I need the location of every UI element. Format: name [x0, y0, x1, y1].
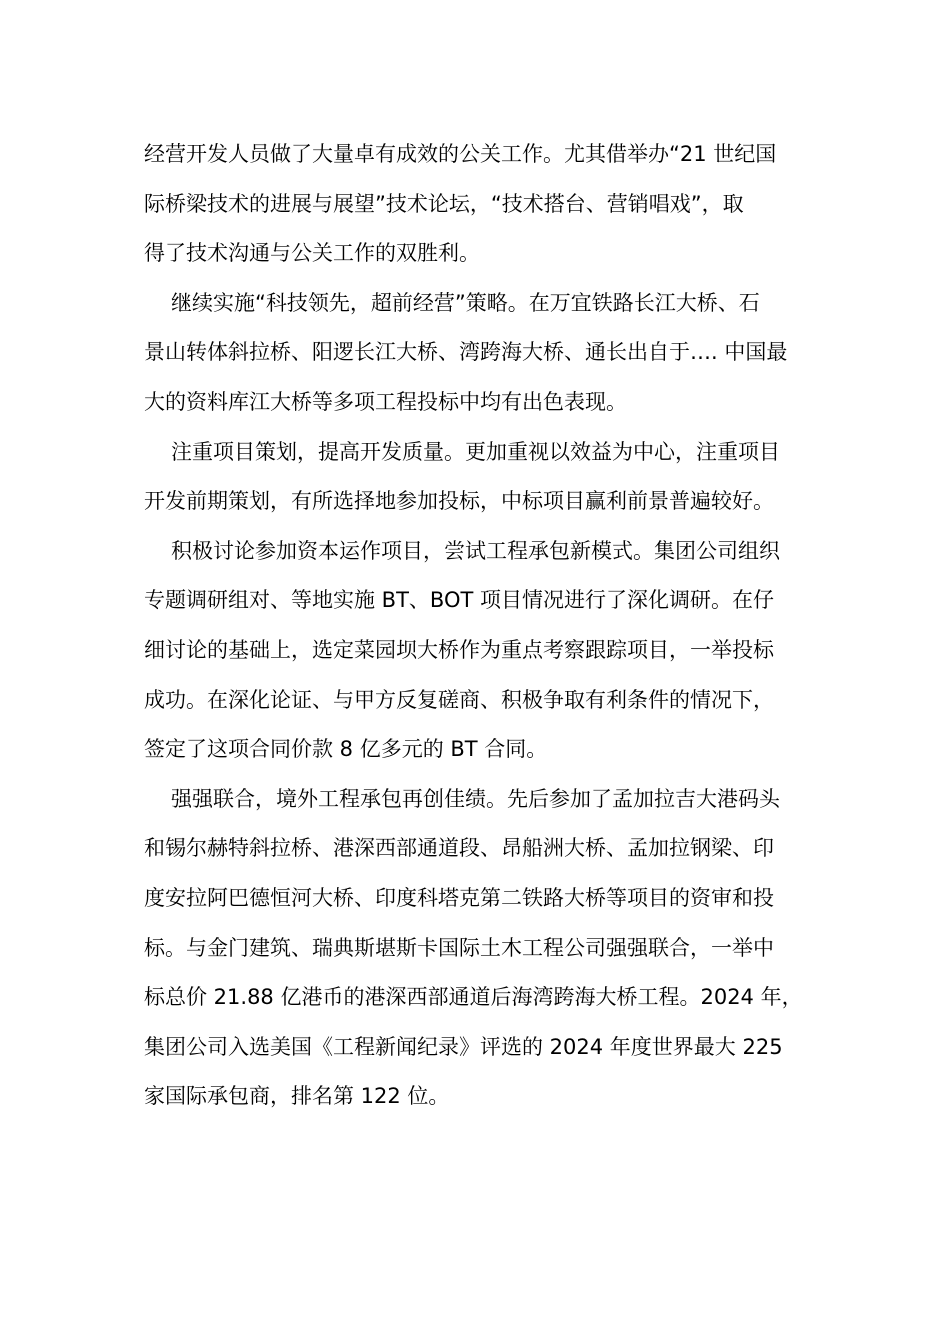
text-line: 得了技术沟通与公关工作的双胜利。: [144, 241, 480, 266]
text-line: 际桥梁技术的进展与展望”技术论坛，“技术搭台、营销唱戏”，取: [144, 191, 744, 216]
text-line: 大的资料库江大桥等多项工程投标中均有出色表现。: [144, 389, 627, 414]
document-body: [144, 130, 804, 1122]
paragraph-4: [144, 527, 804, 775]
text-line: 积极讨论参加资本运作项目，尝试工程承包新模式。集团公司组织: [171, 538, 780, 563]
text-line: 和锡尔赫特斜拉桥、港深西部通道段、昂船洲大桥、孟加拉钢梁、印: [144, 836, 774, 861]
text-line: 细讨论的基础上，选定菜园坝大桥作为重点考察跟踪项目，一举投标: [144, 637, 774, 662]
text-line: 景山转体斜拉桥、阳逻长江大桥、湾跨海大桥、通长出自于…. 中国最: [144, 340, 788, 365]
text-line: 注重项目策划，提高开发质量。更加重视以效益为中心，注重项目: [171, 439, 780, 464]
text-line: 成功。在深化论证、与甲方反复磋商、积极争取有利条件的情况下，: [144, 687, 774, 712]
text-line: 标总价 21.88 亿港币的港深西部通道后海湾跨海大桥工程。2024 年，: [144, 985, 803, 1010]
text-line: 经营开发人员做了大量卓有成效的公关工作。尤其借举办“21 世纪国: [144, 142, 777, 166]
text-line: 度安拉阿巴德恒河大桥、印度科塔克第二铁路大桥等项目的资审和投: [144, 885, 774, 910]
text-line: 签定了这项合同价款 8 亿多元的 BT 合同。: [144, 737, 548, 762]
paragraph-5: [144, 775, 804, 1122]
paragraph-2: [144, 279, 804, 428]
text-line: 家国际承包商，排名第 122 位。: [144, 1084, 450, 1109]
paragraph-3: [144, 428, 804, 527]
text-line: 继续实施“科技领先，超前经营”策略。在万宜铁路长江大桥、石: [171, 290, 760, 315]
text-line: 强强联合，境外工程承包再创佳绩。先后参加了孟加拉吉大港码头: [171, 786, 780, 811]
text-line: 集团公司入选美国《工程新闻纪录》评选的 2024 年度世界最大 225: [144, 1034, 783, 1059]
paragraph-1: [144, 130, 804, 279]
text-line: 专题调研组对、等地实施 BT、BOT 项目情况进行了深化调研。在仔: [144, 588, 774, 613]
text-line: 开发前期策划，有所选择地参加投标，中标项目赢利前景普遍较好。: [144, 489, 774, 514]
text-line: 标。与金门建筑、瑞典斯堪斯卡国际土木工程公司强强联合，一举中: [144, 935, 774, 960]
